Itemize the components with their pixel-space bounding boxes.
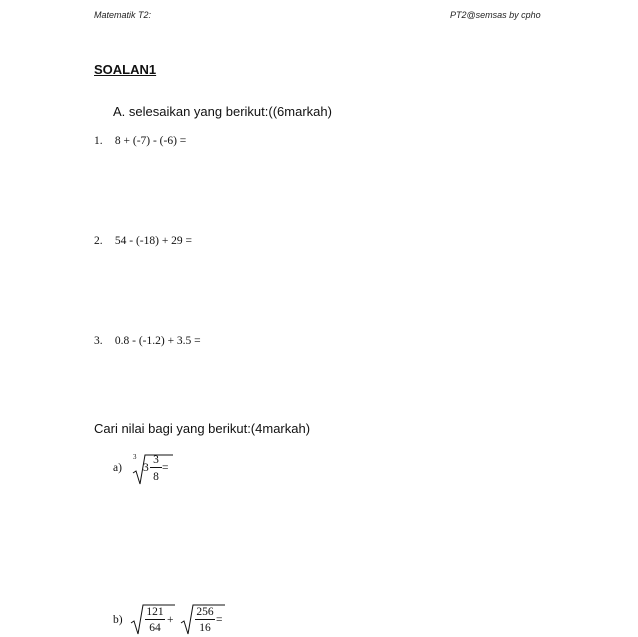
item-label: a) — [113, 462, 122, 474]
fraction-numerator: 3 — [150, 453, 162, 468]
question-1 — [94, 135, 186, 147]
question-3 — [94, 335, 201, 347]
term2-denominator: 16 — [199, 622, 211, 634]
section-title: SOALAN1 — [94, 62, 157, 77]
term1-denominator: 64 — [149, 622, 161, 634]
root-index: 3 — [133, 453, 137, 461]
term2-numerator: 256 — [196, 606, 214, 618]
question-expression: 54 - (-18) + 29 = — [114, 235, 193, 247]
mixed-whole: 3 — [143, 462, 149, 474]
equals-sign: = — [216, 614, 223, 626]
term1-numerator: 121 — [146, 606, 164, 618]
question-number: 2. — [94, 235, 103, 247]
question-expression: 8 + (-7) - (-6) = — [114, 135, 187, 147]
equals-sign: = — [162, 462, 169, 474]
fraction-denominator: 8 — [153, 471, 159, 483]
part-b-instruction: Cari nilai bagi yang berikut:(4markah) — [94, 421, 311, 436]
plus-sign: + — [167, 614, 174, 626]
question-number: 3. — [94, 335, 103, 347]
question-expression: 0.8 - (-1.2) + 3.5 = — [114, 335, 201, 347]
header-left: Matematik T2: — [94, 10, 152, 20]
question-number: 1. — [94, 135, 103, 147]
question-2 — [94, 235, 192, 247]
header-right: PT2@semsas by cpho — [450, 10, 541, 20]
part-a-instruction: A. selesaikan yang berikut:((6markah) — [113, 104, 332, 119]
item-label: b) — [113, 614, 123, 626]
